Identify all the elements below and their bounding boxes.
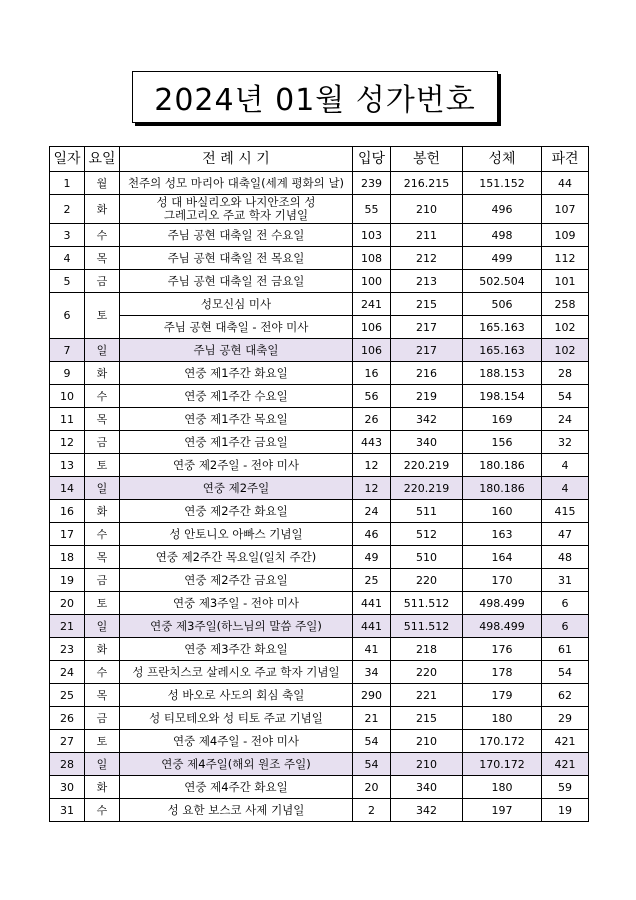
day-cell: 6 <box>50 293 85 339</box>
entrance-cell: 443 <box>353 431 391 454</box>
dismissal-cell: 102 <box>542 316 589 339</box>
entrance-cell: 239 <box>353 172 391 195</box>
weekday-cell: 수 <box>85 799 120 822</box>
event-cell: 성 요한 보스코 사제 기념일 <box>120 799 353 822</box>
table-row <box>50 799 589 822</box>
day-cell: 31 <box>50 799 85 822</box>
communion-cell: 176 <box>463 638 542 661</box>
header-offertory: 봉헌 <box>391 147 463 172</box>
entrance-cell: 26 <box>353 408 391 431</box>
offertory-cell: 218 <box>391 638 463 661</box>
weekday-cell: 일 <box>85 339 120 362</box>
communion-cell: 179 <box>463 684 542 707</box>
offertory-cell: 220 <box>391 661 463 684</box>
offertory-cell: 212 <box>391 247 463 270</box>
day-cell: 3 <box>50 224 85 247</box>
event-cell: 주님 공현 대축일 전 수요일 <box>120 224 353 247</box>
event-cell: 연중 제3주일 - 전야 미사 <box>120 592 353 615</box>
entrance-cell: 12 <box>353 454 391 477</box>
weekday-cell: 화 <box>85 362 120 385</box>
dismissal-cell: 62 <box>542 684 589 707</box>
weekday-cell: 금 <box>85 707 120 730</box>
table-row <box>50 661 589 684</box>
communion-cell: 170 <box>463 569 542 592</box>
entrance-cell: 46 <box>353 523 391 546</box>
entrance-cell: 103 <box>353 224 391 247</box>
event-cell: 연중 제3주간 화요일 <box>120 638 353 661</box>
offertory-cell: 219 <box>391 385 463 408</box>
dismissal-cell: 4 <box>542 454 589 477</box>
weekday-cell: 목 <box>85 408 120 431</box>
communion-cell: 180.186 <box>463 477 542 500</box>
weekday-cell: 금 <box>85 270 120 293</box>
day-cell: 30 <box>50 776 85 799</box>
table-row <box>50 730 589 753</box>
offertory-cell: 511.512 <box>391 615 463 638</box>
communion-cell: 165.163 <box>463 316 542 339</box>
dismissal-cell: 32 <box>542 431 589 454</box>
weekday-cell: 목 <box>85 546 120 569</box>
event-cell: 연중 제4주간 화요일 <box>120 776 353 799</box>
event-cell: 연중 제1주간 화요일 <box>120 362 353 385</box>
day-cell: 5 <box>50 270 85 293</box>
day-cell: 25 <box>50 684 85 707</box>
dismissal-cell: 421 <box>542 753 589 776</box>
weekday-cell: 토 <box>85 454 120 477</box>
offertory-cell: 220 <box>391 569 463 592</box>
event-cell: 연중 제2주간 화요일 <box>120 500 353 523</box>
dismissal-cell: 54 <box>542 385 589 408</box>
offertory-cell: 511.512 <box>391 592 463 615</box>
table-row <box>50 316 589 339</box>
entrance-cell: 441 <box>353 592 391 615</box>
weekday-cell: 월 <box>85 172 120 195</box>
offertory-cell: 215 <box>391 293 463 316</box>
weekday-cell: 화 <box>85 500 120 523</box>
dismissal-cell: 54 <box>542 661 589 684</box>
table-row <box>50 362 589 385</box>
table-row <box>50 339 589 362</box>
communion-cell: 198.154 <box>463 385 542 408</box>
header-dismissal: 파견 <box>542 147 589 172</box>
header-liturgical-season: 전 례 시 기 <box>120 147 353 172</box>
entrance-cell: 21 <box>353 707 391 730</box>
offertory-cell: 213 <box>391 270 463 293</box>
hymn-table <box>49 146 589 822</box>
offertory-cell: 210 <box>391 730 463 753</box>
day-cell: 1 <box>50 172 85 195</box>
offertory-cell: 216.215 <box>391 172 463 195</box>
entrance-cell: 2 <box>353 799 391 822</box>
event-cell: 주님 공현 대축일 전 목요일 <box>120 247 353 270</box>
entrance-cell: 16 <box>353 362 391 385</box>
table-row <box>50 638 589 661</box>
dismissal-cell: 112 <box>542 247 589 270</box>
communion-cell: 499 <box>463 247 542 270</box>
dismissal-cell: 48 <box>542 546 589 569</box>
table-row <box>50 385 589 408</box>
entrance-cell: 49 <box>353 546 391 569</box>
day-cell: 4 <box>50 247 85 270</box>
weekday-cell: 목 <box>85 247 120 270</box>
communion-cell: 498.499 <box>463 615 542 638</box>
entrance-cell: 12 <box>353 477 391 500</box>
day-cell: 10 <box>50 385 85 408</box>
offertory-cell: 342 <box>391 799 463 822</box>
offertory-cell: 215 <box>391 707 463 730</box>
entrance-cell: 25 <box>353 569 391 592</box>
day-cell: 7 <box>50 339 85 362</box>
entrance-cell: 41 <box>353 638 391 661</box>
entrance-cell: 24 <box>353 500 391 523</box>
event-cell: 성 안토니오 아빠스 기념일 <box>120 523 353 546</box>
communion-cell: 178 <box>463 661 542 684</box>
event-cell: 주님 공현 대축일 전 금요일 <box>120 270 353 293</box>
event-cell: 연중 제2주간 금요일 <box>120 569 353 592</box>
event-cell: 연중 제1주간 목요일 <box>120 408 353 431</box>
table-row <box>50 569 589 592</box>
communion-cell: 165.163 <box>463 339 542 362</box>
dismissal-cell: 19 <box>542 799 589 822</box>
event-cell: 연중 제4주일 - 전야 미사 <box>120 730 353 753</box>
table-row <box>50 270 589 293</box>
event-cell: 연중 제3주일(하느님의 말씀 주일) <box>120 615 353 638</box>
weekday-cell: 토 <box>85 293 120 339</box>
communion-cell: 180.186 <box>463 454 542 477</box>
entrance-cell: 241 <box>353 293 391 316</box>
day-cell: 21 <box>50 615 85 638</box>
offertory-cell: 510 <box>391 546 463 569</box>
communion-cell: 197 <box>463 799 542 822</box>
table-row <box>50 592 589 615</box>
weekday-cell: 일 <box>85 615 120 638</box>
event-cell: 연중 제1주간 금요일 <box>120 431 353 454</box>
day-cell: 11 <box>50 408 85 431</box>
weekday-cell: 수 <box>85 523 120 546</box>
dismissal-cell: 47 <box>542 523 589 546</box>
dismissal-cell: 258 <box>542 293 589 316</box>
offertory-cell: 216 <box>391 362 463 385</box>
offertory-cell: 342 <box>391 408 463 431</box>
offertory-cell: 211 <box>391 224 463 247</box>
entrance-cell: 55 <box>353 195 391 224</box>
event-cell: 성 대 바실리오와 나지안조의 성 그레고리오 주교 학자 기념일 <box>120 195 353 224</box>
day-cell: 17 <box>50 523 85 546</box>
header-day: 일자 <box>50 147 85 172</box>
event-cell: 연중 제1주간 수요일 <box>120 385 353 408</box>
header-weekday: 요일 <box>85 147 120 172</box>
dismissal-cell: 101 <box>542 270 589 293</box>
weekday-cell: 목 <box>85 684 120 707</box>
weekday-cell: 일 <box>85 753 120 776</box>
communion-cell: 160 <box>463 500 542 523</box>
header-communion: 성체 <box>463 147 542 172</box>
dismissal-cell: 61 <box>542 638 589 661</box>
entrance-cell: 290 <box>353 684 391 707</box>
offertory-cell: 210 <box>391 195 463 224</box>
table-row <box>50 477 589 500</box>
communion-cell: 498 <box>463 224 542 247</box>
event-cell: 연중 제2주일 - 전야 미사 <box>120 454 353 477</box>
dismissal-cell: 102 <box>542 339 589 362</box>
day-cell: 18 <box>50 546 85 569</box>
offertory-cell: 512 <box>391 523 463 546</box>
table-row <box>50 454 589 477</box>
event-cell: 성 티모테오와 성 티토 주교 기념일 <box>120 707 353 730</box>
event-cell: 주님 공현 대축일 <box>120 339 353 362</box>
dismissal-cell: 6 <box>542 615 589 638</box>
entrance-cell: 34 <box>353 661 391 684</box>
day-cell: 12 <box>50 431 85 454</box>
table-row <box>50 293 589 316</box>
weekday-cell: 수 <box>85 224 120 247</box>
table-row <box>50 408 589 431</box>
dismissal-cell: 24 <box>542 408 589 431</box>
event-cell: 천주의 성모 마리아 대축일(세계 평화의 날) <box>120 172 353 195</box>
day-cell: 13 <box>50 454 85 477</box>
dismissal-cell: 6 <box>542 592 589 615</box>
dismissal-cell: 59 <box>542 776 589 799</box>
communion-cell: 498.499 <box>463 592 542 615</box>
communion-cell: 151.152 <box>463 172 542 195</box>
event-cell: 주님 공현 대축일 - 전야 미사 <box>120 316 353 339</box>
title-box <box>132 71 498 123</box>
communion-cell: 502.504 <box>463 270 542 293</box>
day-cell: 14 <box>50 477 85 500</box>
header-row <box>50 147 589 172</box>
event-cell: 성 바오로 사도의 회심 축일 <box>120 684 353 707</box>
table-row <box>50 500 589 523</box>
entrance-cell: 106 <box>353 316 391 339</box>
offertory-cell: 220.219 <box>391 454 463 477</box>
weekday-cell: 일 <box>85 477 120 500</box>
communion-cell: 163 <box>463 523 542 546</box>
offertory-cell: 511 <box>391 500 463 523</box>
event-cell: 연중 제2주간 목요일(일치 주간) <box>120 546 353 569</box>
weekday-cell: 토 <box>85 592 120 615</box>
entrance-cell: 108 <box>353 247 391 270</box>
dismissal-cell: 29 <box>542 707 589 730</box>
weekday-cell: 수 <box>85 661 120 684</box>
table-row <box>50 195 589 224</box>
offertory-cell: 210 <box>391 753 463 776</box>
offertory-cell: 220.219 <box>391 477 463 500</box>
dismissal-cell: 421 <box>542 730 589 753</box>
communion-cell: 496 <box>463 195 542 224</box>
dismissal-cell: 109 <box>542 224 589 247</box>
entrance-cell: 100 <box>353 270 391 293</box>
entrance-cell: 54 <box>353 730 391 753</box>
table-row <box>50 753 589 776</box>
event-cell: 연중 제2주일 <box>120 477 353 500</box>
entrance-cell: 54 <box>353 753 391 776</box>
communion-cell: 180 <box>463 776 542 799</box>
communion-cell: 170.172 <box>463 753 542 776</box>
table-row <box>50 707 589 730</box>
communion-cell: 170.172 <box>463 730 542 753</box>
event-cell: 성 프란치스코 살레시오 주교 학자 기념일 <box>120 661 353 684</box>
entrance-cell: 56 <box>353 385 391 408</box>
weekday-cell: 금 <box>85 569 120 592</box>
table-row <box>50 172 589 195</box>
table-row <box>50 431 589 454</box>
weekday-cell: 토 <box>85 730 120 753</box>
day-cell: 2 <box>50 195 85 224</box>
event-cell: 성모신심 미사 <box>120 293 353 316</box>
day-cell: 16 <box>50 500 85 523</box>
weekday-cell: 수 <box>85 385 120 408</box>
day-cell: 9 <box>50 362 85 385</box>
day-cell: 23 <box>50 638 85 661</box>
table-row <box>50 776 589 799</box>
table-row <box>50 546 589 569</box>
dismissal-cell: 31 <box>542 569 589 592</box>
communion-cell: 156 <box>463 431 542 454</box>
table-row <box>50 684 589 707</box>
weekday-cell: 금 <box>85 431 120 454</box>
day-cell: 26 <box>50 707 85 730</box>
weekday-cell: 화 <box>85 638 120 661</box>
entrance-cell: 106 <box>353 339 391 362</box>
day-cell: 28 <box>50 753 85 776</box>
offertory-cell: 221 <box>391 684 463 707</box>
weekday-cell: 화 <box>85 776 120 799</box>
communion-cell: 180 <box>463 707 542 730</box>
event-cell: 연중 제4주일(해외 원조 주일) <box>120 753 353 776</box>
dismissal-cell: 28 <box>542 362 589 385</box>
communion-cell: 164 <box>463 546 542 569</box>
communion-cell: 188.153 <box>463 362 542 385</box>
communion-cell: 506 <box>463 293 542 316</box>
day-cell: 20 <box>50 592 85 615</box>
offertory-cell: 217 <box>391 339 463 362</box>
table-row <box>50 224 589 247</box>
communion-cell: 169 <box>463 408 542 431</box>
dismissal-cell: 107 <box>542 195 589 224</box>
dismissal-cell: 4 <box>542 477 589 500</box>
table-row <box>50 615 589 638</box>
entrance-cell: 441 <box>353 615 391 638</box>
header-entrance: 입당 <box>353 147 391 172</box>
offertory-cell: 340 <box>391 776 463 799</box>
day-cell: 24 <box>50 661 85 684</box>
dismissal-cell: 44 <box>542 172 589 195</box>
offertory-cell: 217 <box>391 316 463 339</box>
weekday-cell: 화 <box>85 195 120 224</box>
table-row <box>50 523 589 546</box>
offertory-cell: 340 <box>391 431 463 454</box>
page-title: 2024년 01월 성가번호 <box>154 83 476 118</box>
entrance-cell: 20 <box>353 776 391 799</box>
day-cell: 19 <box>50 569 85 592</box>
day-cell: 27 <box>50 730 85 753</box>
table-row <box>50 247 589 270</box>
dismissal-cell: 415 <box>542 500 589 523</box>
